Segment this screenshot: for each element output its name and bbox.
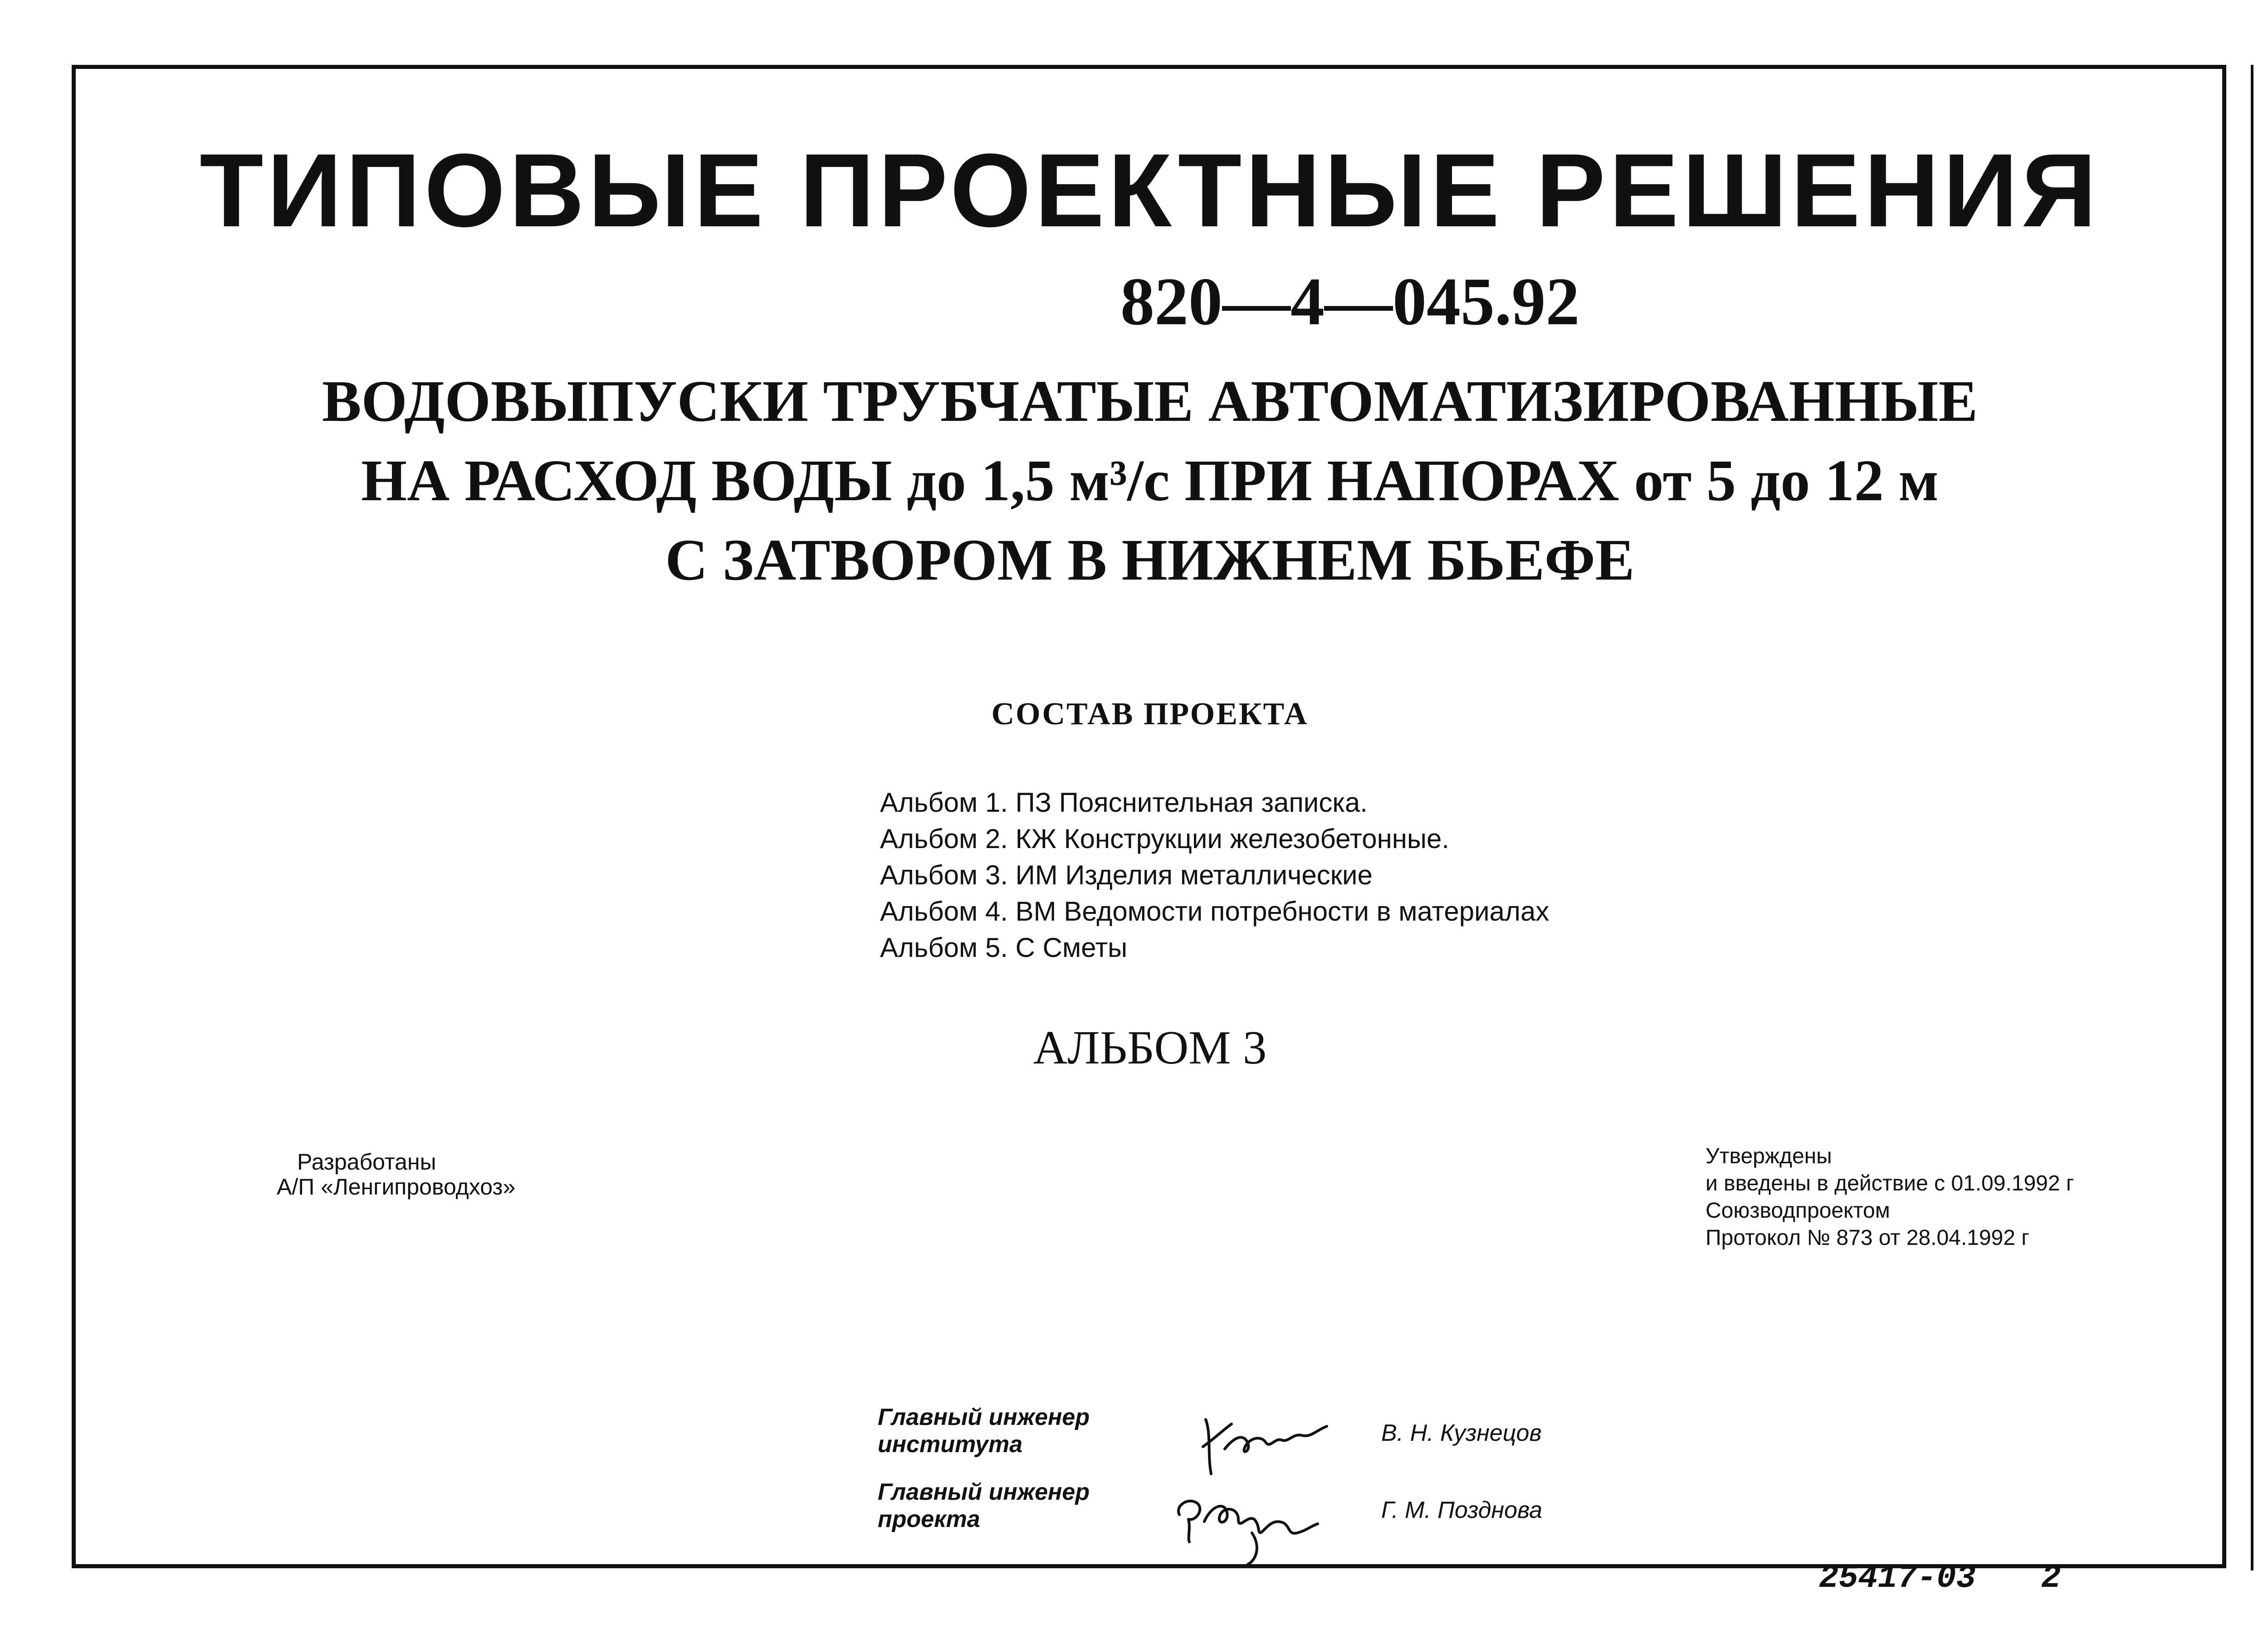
approval-line: Союзводпроектом: [1706, 1199, 1890, 1223]
signatory-role: [878, 1404, 1090, 1458]
footer-code: 25417-03: [1819, 1560, 1976, 1597]
signatory-role-line: института: [878, 1431, 1023, 1458]
composition-heading: СОСТАВ ПРОЕКТА: [991, 697, 1309, 732]
handwritten-signature: [1170, 1488, 1325, 1569]
album-item: Альбом 4. ВМ Ведомости потребности в материалах: [880, 896, 1549, 927]
album-item: Альбом 5. С Сметы: [880, 932, 1128, 963]
approval-line: Протокол № 873 от 28.04.1992 г: [1706, 1226, 2029, 1250]
handwritten-signature: [1198, 1406, 1334, 1478]
album-item: Альбом 3. ИМ Изделия металлические: [880, 860, 1373, 890]
footer-page-number: 2: [2041, 1560, 2061, 1597]
right-edge-line: [2251, 65, 2253, 1571]
developer-label: Разработаны: [297, 1149, 436, 1175]
signatory-role-line: Главный инженер: [878, 1479, 1090, 1505]
approval-line: Утверждены: [1706, 1144, 1832, 1168]
document-number: 820—4—045.92: [1120, 264, 1580, 339]
approval-line: и введены в действие с 01.09.1992 г: [1706, 1171, 2074, 1195]
signatory-name: Г. М. Позднова: [1381, 1497, 1542, 1523]
album-item: Альбом 2. КЖ Конструкции железобетонные.: [880, 824, 1450, 854]
approval-block: [1706, 1143, 2074, 1252]
signatory-role: [878, 1478, 1090, 1533]
signatory-name: В. Н. Кузнецов: [1381, 1420, 1542, 1446]
signatory-role-line: проекта: [878, 1506, 980, 1532]
developer-org: А/П «Ленгипроводхоз»: [277, 1174, 516, 1200]
heading-line-2: НА РАСХОД ВОДЫ до 1,5 м³/с ПРИ НАПОРАХ от 5 до 12 м: [361, 448, 1939, 513]
series-title: ТИПОВЫЕ ПРОЕКТНЫЕ РЕШЕНИЯ: [200, 132, 2100, 249]
heading-line-1: ВОДОВЫПУСКИ ТРУБЧАТЫЕ АВТОМАТИЗИРОВАННЫЕ: [322, 369, 1978, 434]
current-album: АЛЬБОМ 3: [1033, 1021, 1267, 1074]
album-list: [880, 785, 1549, 966]
signatory-role-line: Главный инженер: [878, 1404, 1090, 1430]
album-item: Альбом 1. ПЗ Пояснительная записка.: [880, 787, 1368, 818]
heading-line-3: С ЗАТВОРОМ В НИЖНЕМ БЬЕФЕ: [665, 527, 1635, 593]
